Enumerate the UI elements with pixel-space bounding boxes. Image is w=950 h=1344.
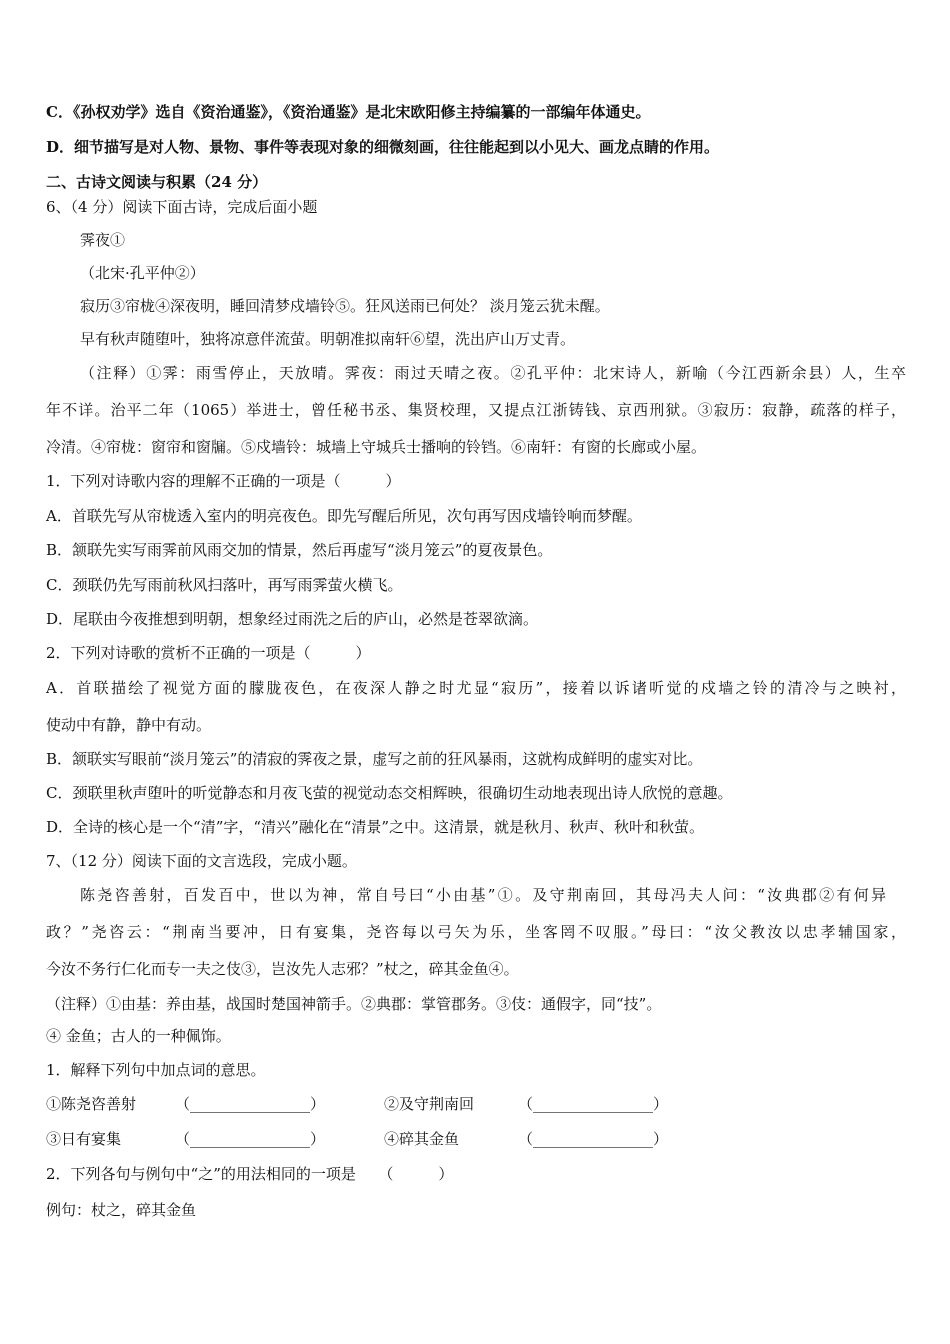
answer-blank-1[interactable]: （________________） (175, 1095, 326, 1113)
q6-sub1-option-d: D．尾联由今夜推想到明朝，想象经过雨洗之后的庐山，必然是苍翠欲滴。 (46, 610, 539, 628)
word-item-2: ②及守荆南回 (384, 1095, 475, 1113)
q6-sub1-option-a: A．首联先写从帘栊透入室内的明亮夜色。即先写醒后所见，次句再写因戍墙铃响而梦醒。 (46, 507, 642, 525)
option-d: D．细节描写是对人物、景物、事件等表现对象的细微刻画，往往能起到以小见大、画龙点睛的作用。 (46, 138, 720, 156)
q6-sub2-option-c: C．颈联里秋声堕叶的听觉静态和月夜飞萤的视觉动态交相辉映，很确切生动地表现出诗人欣悦的意趣。 (46, 784, 733, 802)
passage-line-2: 政？”尧咨云：“荆南当要冲，日有宴集，尧咨每以弓矢为乐，坐客罔不叹服。”母曰：“汝父教汝以忠孝辅国家， (46, 923, 906, 941)
poem-notes-line-2: 年不详。治平二年（1065）举进士，曾任秘书丞、集贤校理，又提点江浙铸钱、京西刑狱。③寂历：寂静，疏落的样子， (46, 401, 906, 419)
passage-line-3: 今汝不务行仁化而专一夫之伎③，岂汝先人志邪？”杖之，碎其金鱼④。 (46, 960, 519, 978)
poem-notes-line-1: （注释）①霁：雨雪停止，天放晴。霁夜：雨过天晴之夜。②孔平仲：北宋诗人，新喻（今江西新余县）人，生卒 (80, 364, 906, 382)
q6-sub2-option-d: D．全诗的核心是一个“清”字，“清兴”融化在“清景”之中。这清景，就是秋月、秋声、秋叶和秋萤。 (46, 818, 705, 836)
poem-notes-line-3: 冷清。④帘栊：窗帘和窗牖。⑤戍墙铃：城墙上守城兵士播响的铃铛。⑥南轩：有窗的长廊或小屋。 (46, 438, 707, 456)
q7-notes-line-2: ④ 金鱼；古人的一种佩饰。 (46, 1027, 231, 1045)
q7-notes-line-1: （注释）①由基：养由基，战国时楚国神箭手。②典郡：掌管郡务。③伎：通假字，同“技”。 (46, 995, 662, 1013)
word-item-3: ③日有宴集 (46, 1130, 122, 1148)
q6-sub1-option-b: B．颔联先实写雨霁前风雨交加的情景，然后再虚写“淡月笼云”的夏夜景色。 (46, 541, 553, 559)
poem-line-2: 早有秋声随堕叶，独将凉意伴流萤。明朝准拟南轩⑥望，洗出庐山万丈青。 (80, 330, 576, 348)
q6-intro: 6、（4 分）阅读下面古诗，完成后面小题 (46, 198, 318, 216)
section-heading: 二、古诗文阅读与积累（24 分） (46, 173, 268, 191)
q6-sub1-option-c: C．颈联仍先写雨前秋风扫落叶，再写雨霁萤火横飞。 (46, 576, 403, 594)
q6-sub1-stem: 1．下列对诗歌内容的理解不正确的一项是（ ） (46, 472, 401, 490)
answer-blank-4[interactable]: （________________） (518, 1130, 669, 1148)
q7-intro: 7、（12 分）阅读下面的文言选段，完成小题。 (46, 852, 357, 870)
q6-sub2-option-a-line-1: A．首联描绘了视觉方面的朦胧夜色，在夜深人静之时尤显“寂历”，接着以诉诸听觉的戍墙之铃的清冷与之映衬， (46, 679, 906, 697)
answer-blank-3[interactable]: （________________） (175, 1130, 326, 1148)
option-c: C．《孙权劝学》选自《资治通鉴》，《资治通鉴》是北宋欧阳修主持编纂的一部编年体通史。 (46, 103, 651, 121)
word-item-4: ④碎其金鱼 (384, 1130, 460, 1148)
q7-sub2-stem: 2．下列各句与例句中“之”的用法相同的一项是 （ ） (46, 1165, 454, 1183)
q7-sub2-example: 例句：杖之，碎其金鱼 (46, 1201, 197, 1219)
poem-line-1: 寂历③帘栊④深夜明，睡回清梦戍墙铃⑤。狂风送雨已何处？ 淡月笼云犹未醒。 (80, 297, 610, 315)
q7-sub1-stem: 1．解释下列句中加点词的意思。 (46, 1061, 266, 1079)
poem-author: （北宋·孔平仲②） (80, 264, 205, 282)
q6-sub2-stem: 2．下列对诗歌的赏析不正确的一项是（ ） (46, 644, 371, 662)
answer-blank-2[interactable]: （________________） (518, 1095, 669, 1113)
q6-sub2-option-a-line-2: 使动中有静，静中有动。 (46, 716, 212, 734)
passage-line-1: 陈尧咨善射，百发百中，世以为神，常自号曰“小由基”①。及守荆南回，其母冯夫人问：“汝典郡②有何异 (80, 886, 886, 904)
q6-sub2-option-b: B．颔联实写眼前“淡月笼云”的清寂的霁夜之景，虚写之前的狂风暴雨，这就构成鲜明的虚实对比。 (46, 750, 703, 768)
word-item-1: ①陈尧咨善射 (46, 1095, 137, 1113)
poem-title: 霁夜① (80, 231, 126, 249)
